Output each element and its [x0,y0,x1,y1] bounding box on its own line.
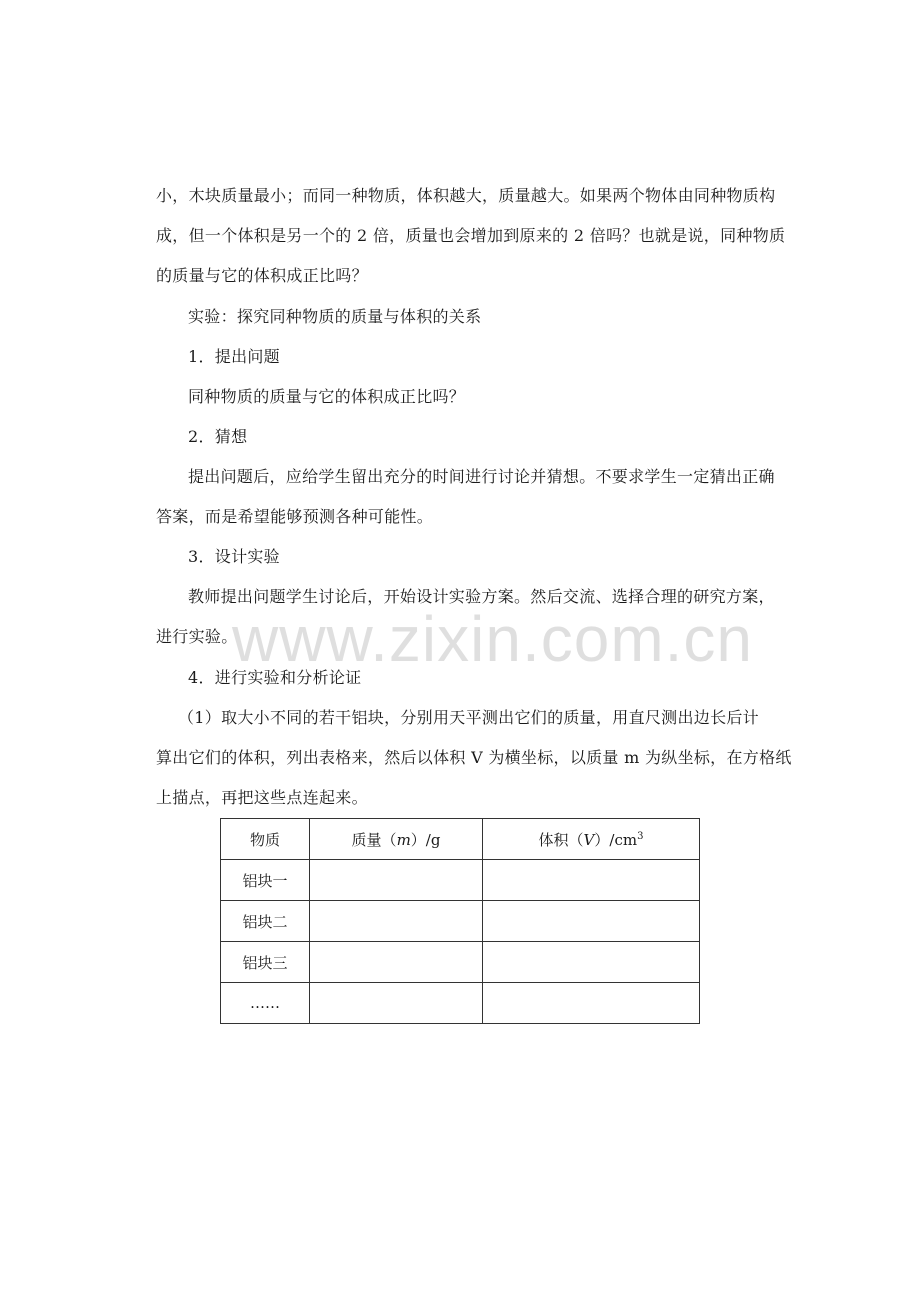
section-text-4-line3: 上描点，再把这些点连起来。 [156,788,368,807]
section-text-1: 同种物质的质量与它的体积成正比吗？ [188,387,466,406]
section-text-3-line2: 进行实验。 [156,627,238,646]
section-text-2-line1: 提出问题后，应给学生留出充分的时间进行讨论并猜想。不要求学生一定猜出正确 [188,467,775,486]
header-volume-symbol: V [583,830,595,849]
header-substance: 物质 [221,819,310,860]
cell-substance: 铝块一 [221,860,310,901]
paragraph-line: 成，但一个体积是另一个的 2 倍，质量也会增加到原来的 2 倍吗？也就是说，同种物质 [156,226,786,245]
header-mass-prefix: 质量（ [351,830,397,849]
watermark: www.zixin.com.cn [232,603,753,675]
header-mass [310,819,483,860]
header-volume-prefix: 体积（ [538,830,584,849]
table-row [221,942,700,983]
cell-mass [310,942,483,983]
header-mass-unit: ）/g [410,830,441,849]
cell-mass [310,983,483,1024]
cell-mass [310,901,483,942]
section-text-4-line2: 算出它们的体积，列出表格来，然后以体积 V 为横坐标，以质量 m 为纵坐标，在方格纸 [156,748,792,767]
section-text-4-line1: （1）取大小不同的若干铝块，分别用天平测出它们的质量，用直尺测出边长后计 [178,708,759,727]
cell-substance: 铝块二 [221,901,310,942]
cell-mass [310,860,483,901]
cell-volume [483,983,700,1024]
cell-volume [483,901,700,942]
data-table [220,818,700,1024]
section-heading-2: 2．猜想 [188,427,248,446]
section-text-3-line1: 教师提出问题学生讨论后，开始设计实验方案。然后交流、选择合理的研究方案， [188,587,775,606]
section-text-2-line2: 答案，而是希望能够预测各种可能性。 [156,507,434,526]
section-heading-4: 4．进行实验和分析论证 [188,668,362,687]
paragraph-line: 小，木块质量最小；而同一种物质，体积越大，质量越大。如果两个物体由同种物质构 [156,186,776,205]
header-mass-symbol: m [396,830,411,849]
cell-substance: 铝块三 [221,942,310,983]
section-heading-1: 1．提出问题 [188,347,280,366]
section-heading-3: 3．设计实验 [188,547,280,566]
table-header-row [221,819,700,860]
table-row [221,983,700,1024]
cell-volume [483,860,700,901]
header-volume-exponent: 3 [637,830,644,842]
header-volume-unit: ）/cm [594,830,638,849]
paragraph-line: 的质量与它的体积成正比吗？ [156,266,368,285]
cell-volume [483,942,700,983]
header-volume [483,819,700,860]
table-row [221,901,700,942]
experiment-title: 实验：探究同种物质的质量与体积的关系 [188,307,482,326]
table-row [221,860,700,901]
cell-substance: …… [221,983,310,1024]
